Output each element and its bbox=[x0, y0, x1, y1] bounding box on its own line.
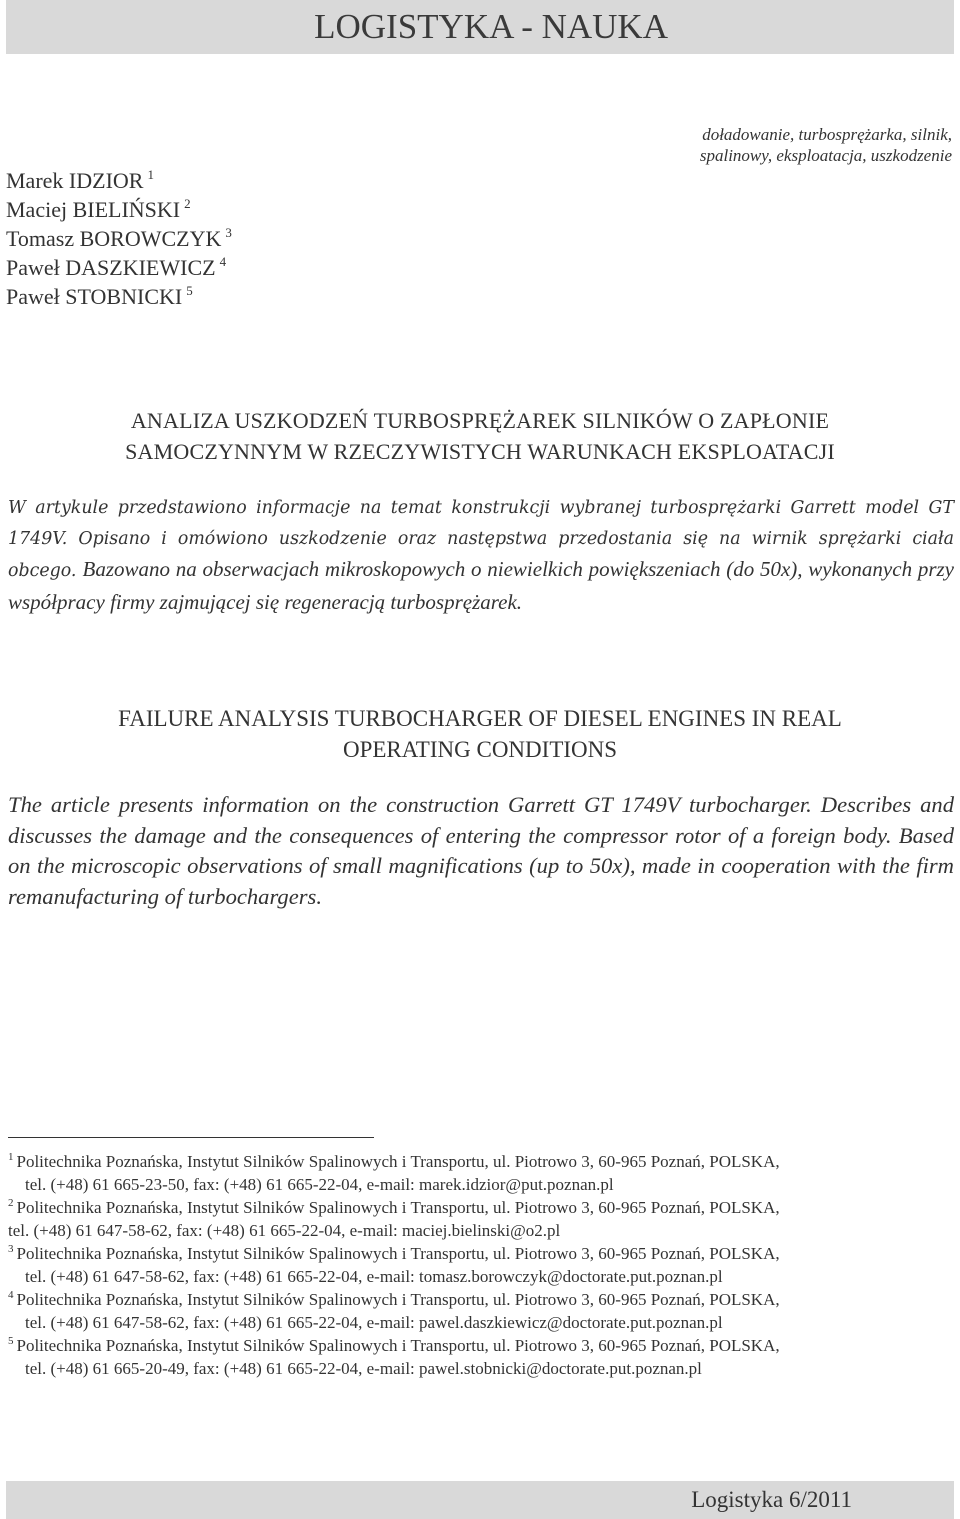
author bbox=[6, 166, 232, 195]
footnote-number: 1 bbox=[8, 1151, 14, 1163]
footnote-line bbox=[8, 1242, 954, 1265]
footnote bbox=[8, 1150, 954, 1196]
footnote-number: 5 bbox=[8, 1335, 14, 1347]
abstract-polish bbox=[8, 493, 954, 619]
author-ref: 2 bbox=[184, 196, 191, 211]
journal-header-title: LOGISTYKA - NAUKA bbox=[314, 7, 668, 46]
footnote-affiliation: Politechnika Poznańska, Instytut Silników Spalinowych i Transportu, ul. Piotrowo 3, 60-965 Poznań, POLSKA, bbox=[16, 1152, 780, 1171]
journal-issue-footer: Logistyka 6/2011 bbox=[691, 1487, 852, 1512]
footnote-affiliation: Politechnika Poznańska, Instytut Silników Spalinowych i Transportu, ul. Piotrowo 3, 60-965 Poznań, POLSKA, bbox=[16, 1244, 780, 1263]
footnote-contact: tel. (+48) 61 665-20-49, fax: (+48) 61 665-22-04, e-mail: pawel.stobnicki@doctorate.put.poznan.pl bbox=[25, 1359, 702, 1378]
footnote-line bbox=[8, 1288, 954, 1311]
title-line: SAMOCZYNNYM W RZECZYWISTYCH WARUNKACH EKSPLOATACJI bbox=[125, 439, 835, 464]
article-title-polish bbox=[0, 405, 960, 467]
author bbox=[6, 253, 232, 282]
title-line: FAILURE ANALYSIS TURBOCHARGER OF DIESEL ENGINES IN REAL bbox=[118, 706, 842, 731]
footnote-line bbox=[8, 1196, 954, 1219]
footnote-contact: tel. (+48) 61 647-58-62, fax: (+48) 61 665-22-04, e-mail: tomasz.borowczyk@doctorate.put.poznan.pl bbox=[25, 1267, 723, 1286]
author-ref: 3 bbox=[225, 225, 232, 240]
footnote bbox=[8, 1242, 954, 1288]
author bbox=[6, 195, 232, 224]
footnote-line bbox=[8, 1334, 954, 1357]
footnote-contact: tel. (+48) 61 647-58-62, fax: (+48) 61 665-22-04, e-mail: pawel.daszkiewicz@doctorate.put.poznan.pl bbox=[25, 1313, 723, 1332]
footnotes bbox=[8, 1150, 954, 1380]
footnote bbox=[8, 1334, 954, 1380]
article-title-english bbox=[0, 703, 960, 765]
keywords-line: doładowanie, turbosprężarka, silnik, bbox=[702, 125, 952, 144]
keywords bbox=[700, 124, 952, 166]
abstract-english: The article presents information on the construction Garrett GT 1749V turbocharger. Describes and discusses the damage and the consequences of entering the compressor rotor of a foreign body. Based on the microscopic observations of small magnifications (up to 50x), made in cooperation with the firm remanufacturing of turbochargers. bbox=[8, 792, 954, 909]
footnote-number: 3 bbox=[8, 1243, 14, 1255]
author-ref: 4 bbox=[219, 254, 227, 269]
footnote-affiliation: Politechnika Poznańska, Instytut Silników Spalinowych i Transportu, ul. Piotrowo 3, 60-965 Poznań, POLSKA, bbox=[16, 1290, 780, 1309]
footnote-divider bbox=[8, 1137, 374, 1138]
author-name: Marek IDZIOR bbox=[6, 168, 144, 193]
footnote-contact: tel. (+48) 61 647-58-62, fax: (+48) 61 665-22-04, e-mail: maciej.bielinski@o2.pl bbox=[8, 1221, 561, 1240]
author bbox=[6, 224, 232, 253]
author-ref: 5 bbox=[186, 283, 193, 298]
title-line: ANALIZA USZKODZEŃ TURBOSPRĘŻAREK SILNIKÓW O ZAPŁONIE bbox=[130, 408, 830, 433]
footnote-affiliation: Politechnika Poznańska, Instytut Silników Spalinowych i Transportu, ul. Piotrowo 3, 60-965 Poznań, POLSKA, bbox=[16, 1198, 780, 1217]
abstract-polish-part2: Bazowano na obserwacjach mikroskopowych o niewielkich powiększeniach (do 50x), wykonanych przy współpracy firmy zajmującej się regeneracją turbosprężarek. bbox=[8, 557, 954, 614]
footnote bbox=[8, 1288, 954, 1334]
author-name: Tomasz BOROWCZYK bbox=[6, 226, 222, 251]
author-name: Paweł STOBNICKI bbox=[6, 284, 183, 309]
footnote-contact: tel. (+48) 61 665-23-50, fax: (+48) 61 665-22-04, e-mail: marek.idzior@put.poznan.pl bbox=[25, 1175, 614, 1194]
footnote bbox=[8, 1196, 954, 1242]
footnote-number: 2 bbox=[8, 1197, 14, 1209]
author-ref: 1 bbox=[147, 167, 154, 182]
author-name: Paweł DASZKIEWICZ bbox=[6, 255, 216, 280]
footnote-affiliation: Politechnika Poznańska, Instytut Silników Spalinowych i Transportu, ul. Piotrowo 3, 60-965 Poznań, POLSKA, bbox=[16, 1336, 780, 1355]
author-list bbox=[6, 166, 232, 311]
author-name: Maciej BIELIŃSKI bbox=[6, 197, 181, 222]
abstract-polish-part1: W artykule przedstawiono informacje na temat konstrukcji wybranej turbosprężarki Garrett model GT 1749V. Opisano i omówiono uszkodzenie oraz następstwa przedostania się na wirnik sprężarki ciała obcego. bbox=[8, 498, 954, 581]
keywords-line: spalinowy, eksploatacja, uszkodzenie bbox=[699, 146, 952, 165]
author bbox=[6, 282, 232, 311]
title-line: OPERATING CONDITIONS bbox=[342, 737, 618, 762]
footnote-number: 4 bbox=[8, 1289, 14, 1301]
footnote-line bbox=[8, 1150, 954, 1173]
